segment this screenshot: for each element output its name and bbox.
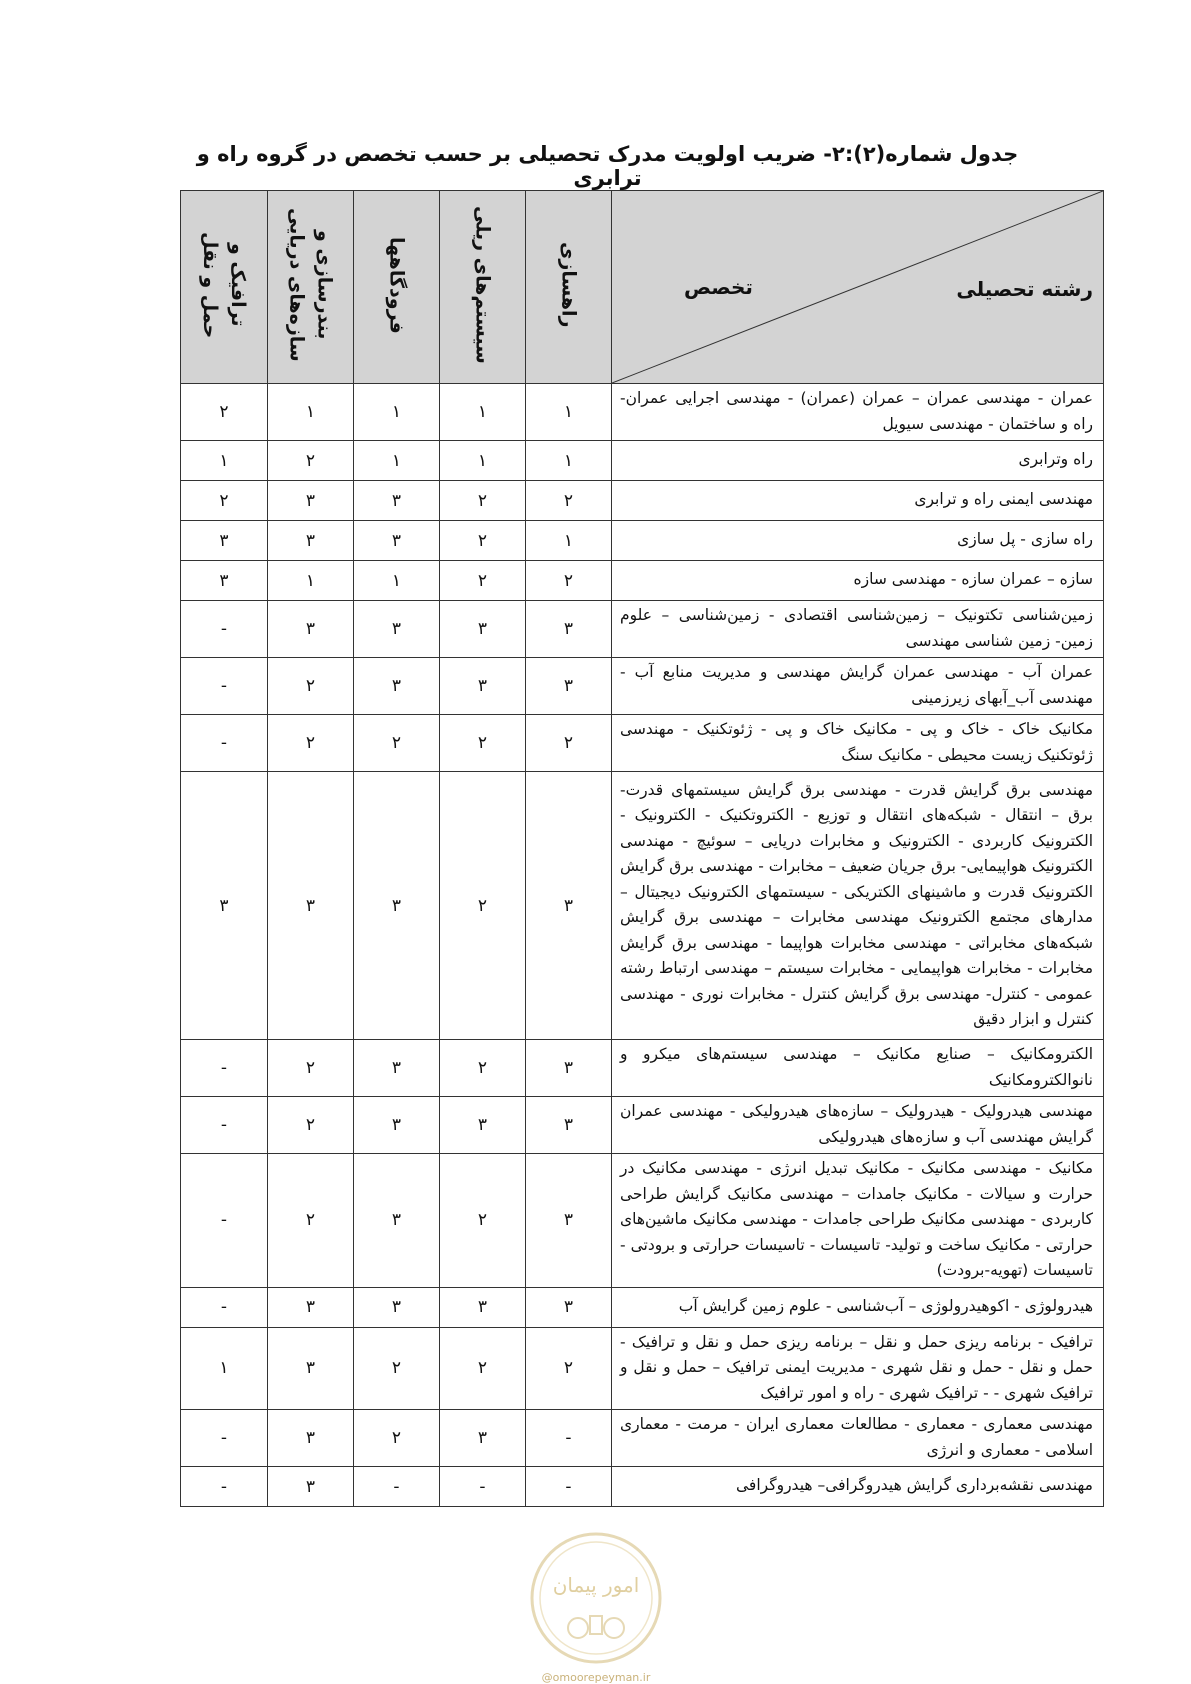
coefficient-cell: ۳: [354, 1040, 440, 1097]
coefficient-cell: ۱: [354, 441, 440, 481]
coefficient-cell: ۳: [268, 481, 354, 521]
coefficient-cell: ۳: [526, 601, 612, 658]
table-row: [181, 1040, 1104, 1097]
coefficient-cell: ۳: [354, 1097, 440, 1154]
coefficient-cell: ۱: [526, 521, 612, 561]
coefficient-cell: ۱: [440, 441, 526, 481]
coefficient-cell: ۲: [440, 715, 526, 772]
coefficient-cell: ۳: [181, 772, 268, 1040]
coefficient-cell: -: [181, 1040, 268, 1097]
coefficient-cell: ۱: [268, 384, 354, 441]
field-of-study-cell: راه سازی - پل سازی: [612, 521, 1104, 561]
field-of-study-cell: مهندسی برق گرایش قدرت - مهندسی برق گرایش سیستمهای قدرت- برق – انتقال - شبکه‌های انتقال و توزیع - الکتروتکنیک - الکترونیک - الکترونیک کاربردی - الکترونیک و مخابرات دریایی – سوئیچ - مهندسی الکترونیک هواپیمایی- برق جریان ضعیف – مخابرات - مهندسی برق گرایش الکترونیک قدرت و ماشینهای الکتریکی - سیستمهای الکترونیک دیجیتال – مدارهای مجتمع الکترونیک مهندسی مخابرات – مهندسی برق گرایش شبکه‌های مخابراتی - مهندسی مخابرات هواپیما - مهندسی برق گرایش مخابرات - مخابرات هواپیمایی - مخابرات سیستم – مهندسی ارتباط رشته عمومی - کنترل- مهندسی برق گرایش کنترل - مخابرات نوری - مهندسی کنترل و ابزار دقیق: [612, 772, 1104, 1040]
coefficient-cell: ۲: [268, 1097, 354, 1154]
svg-text:امور پیمان: امور پیمان: [552, 1573, 640, 1597]
coefficient-cell: ۲: [181, 384, 268, 441]
coefficient-cell: -: [181, 1410, 268, 1467]
coefficient-cell: ۱: [181, 1327, 268, 1410]
coefficient-cell: ۲: [268, 1040, 354, 1097]
coefficient-cell: ۳: [354, 1154, 440, 1288]
coefficient-cell: ۱: [526, 384, 612, 441]
coefficient-cell: ۱: [526, 441, 612, 481]
coefficient-cell: ۳: [526, 1097, 612, 1154]
field-of-study-cell: سازه – عمران سازه - مهندسی سازه: [612, 561, 1104, 601]
field-of-study-cell: مهندسی نقشه‌برداری گرایش هیدروگرافی– هیدروگرافی: [612, 1467, 1104, 1507]
coefficient-cell: ۲: [181, 481, 268, 521]
table-row: [181, 441, 1104, 481]
coefficient-cell: ۲: [440, 772, 526, 1040]
coefficient-cell: ۳: [440, 658, 526, 715]
coefficient-cell: ۳: [440, 601, 526, 658]
table-row: [181, 1097, 1104, 1154]
coefficient-cell: -: [354, 1467, 440, 1507]
table-row: [181, 481, 1104, 521]
table-row: [181, 1410, 1104, 1467]
field-of-study-cell: مکانیک خاک - خاک و پی - مکانیک خاک و پی - ژئوتکنیک - مهندسی ژئوتکنیک زیست محیطی - مکانیک سنگ: [612, 715, 1104, 772]
coefficient-cell: ۲: [440, 1327, 526, 1410]
field-of-study-header: رشته تحصیلی: [956, 277, 1093, 301]
coefficient-cell: ۲: [268, 441, 354, 481]
table-row: [181, 1467, 1104, 1507]
coefficient-cell: ۲: [354, 1327, 440, 1410]
coefficient-cell: ۱: [354, 561, 440, 601]
coefficient-cell: ۱: [181, 441, 268, 481]
coefficient-cell: -: [181, 1467, 268, 1507]
coefficient-cell: ۳: [268, 1467, 354, 1507]
coefficient-cell: ۱: [268, 561, 354, 601]
coefficient-cell: ۳: [354, 1287, 440, 1327]
field-of-study-cell: مهندسی هیدرولیک - هیدرولیک – سازه‌های هیدرولیکی - مهندسی عمران گرایش مهندسی آب و سازه‌های هیدرولیکی: [612, 1097, 1104, 1154]
coefficient-cell: -: [181, 1154, 268, 1288]
coefficient-cell: ۲: [440, 1040, 526, 1097]
coefficient-cell: ۳: [354, 772, 440, 1040]
coefficient-cell: ۲: [440, 521, 526, 561]
coefficient-cell: ۳: [354, 521, 440, 561]
coefficient-cell: ۲: [268, 658, 354, 715]
coefficient-cell: ۳: [181, 561, 268, 601]
field-of-study-cell: زمین‌شناسی تکتونیک – زمین‌شناسی اقتصادی - زمین‌شناسی – علوم زمین- زمین شناسی مهندسی: [612, 601, 1104, 658]
field-of-study-cell: مکانیک - مهندسی مکانیک - مکانیک تبدیل انرژی - مهندسی مکانیک در حرارت و سیالات - مکانیک جامدات – مهندسی مکانیک گرایش طراحی کاربردی - مهندسی مکانیک طراحی جامدات - مهندسی مکانیک ماشین‌های حرارتی - مکانیک ساخت و تولید- تاسیسات - تاسیسات حرارتی و برودتی - تاسیسات (تهویه-برودت): [612, 1154, 1104, 1288]
coefficient-cell: ۲: [526, 1327, 612, 1410]
coefficient-cell: ۳: [526, 1154, 612, 1288]
coefficient-cell: -: [181, 658, 268, 715]
coefficient-cell: ۳: [440, 1097, 526, 1154]
coefficient-cell: -: [526, 1410, 612, 1467]
coefficient-cell: ۳: [526, 658, 612, 715]
table-row: [181, 1287, 1104, 1327]
column-header-airports: فرودگاهها: [354, 191, 440, 384]
coefficient-cell: ۲: [440, 481, 526, 521]
field-of-study-cell: مهندسی معماری - معماری - مطالعات معماری ایران - مرمت - معماری اسلامی - معماری و انرژی: [612, 1410, 1104, 1467]
field-of-study-cell: الکترومکانیک – صنایع مکانیک – مهندسی سیستم‌های میکرو و نانوالکترومکانیک: [612, 1040, 1104, 1097]
coefficient-cell: ۲: [268, 1154, 354, 1288]
coefficient-cell: ۲: [440, 561, 526, 601]
corner-header-cell: [612, 191, 1104, 384]
priority-coefficient-table: [180, 190, 1104, 1507]
table-title: جدول شماره(۲):۲- ضریب اولویت مدرک تحصیلی بر حسب تخصص در گروه راه و ترابری: [196, 142, 1019, 190]
column-header-road-construction: راهسازی: [526, 191, 612, 384]
coefficient-cell: ۲: [526, 561, 612, 601]
coefficient-cell: -: [440, 1467, 526, 1507]
table-row: [181, 1327, 1104, 1410]
coefficient-cell: ۳: [354, 658, 440, 715]
coefficient-cell: ۲: [526, 715, 612, 772]
table-header-row: [181, 191, 1104, 384]
coefficient-cell: -: [181, 715, 268, 772]
coefficient-cell: ۳: [526, 772, 612, 1040]
table-row: [181, 521, 1104, 561]
table-row: [181, 715, 1104, 772]
watermark-seal-icon: [528, 1530, 664, 1666]
column-header-ports-marine: بندرسازی و سازه‌های دریایی: [268, 191, 354, 384]
table-row: [181, 1154, 1104, 1288]
coefficient-cell: -: [181, 601, 268, 658]
column-header-traffic-transport: ترافیک و حمل و نقل: [181, 191, 268, 384]
coefficient-cell: ۳: [526, 1040, 612, 1097]
table-row: [181, 601, 1104, 658]
coefficient-cell: ۲: [440, 1154, 526, 1288]
field-of-study-cell: عمران آب - مهندسی عمران گرایش مهندسی و مدیریت منابع آب - مهندسی آب_آبهای زیرزمینی: [612, 658, 1104, 715]
specialty-header: تخصص: [684, 275, 753, 299]
coefficient-cell: -: [181, 1287, 268, 1327]
coefficient-cell: ۳: [268, 1327, 354, 1410]
coefficient-cell: ۱: [440, 384, 526, 441]
coefficient-cell: ۳: [268, 601, 354, 658]
coefficient-cell: ۳: [440, 1410, 526, 1467]
watermark-handle: @omoorepeyman.ir: [541, 1671, 651, 1684]
coefficient-cell: ۳: [268, 1410, 354, 1467]
field-of-study-cell: هیدرولوژی - اکوهیدرولوژی – آب‌شناسی - علوم زمین گرایش آب: [612, 1287, 1104, 1327]
table-row: [181, 384, 1104, 441]
coefficient-cell: ۳: [268, 521, 354, 561]
field-of-study-cell: عمران - مهندسی عمران – عمران (عمران) - مهندسی اجرایی عمران- راه و ساختمان - مهندسی سیویل: [612, 384, 1104, 441]
table-row: [181, 658, 1104, 715]
coefficient-cell: ۲: [526, 481, 612, 521]
coefficient-cell: ۲: [354, 715, 440, 772]
column-header-rail-systems: سیستم‌های ریلی: [440, 191, 526, 384]
coefficient-cell: ۳: [268, 1287, 354, 1327]
field-of-study-cell: راه وترابری: [612, 441, 1104, 481]
coefficient-cell: ۳: [526, 1287, 612, 1327]
coefficient-cell: ۲: [354, 1410, 440, 1467]
table-row: [181, 561, 1104, 601]
coefficient-cell: ۳: [354, 601, 440, 658]
coefficient-cell: ۳: [268, 772, 354, 1040]
coefficient-cell: ۳: [440, 1287, 526, 1327]
coefficient-cell: ۱: [354, 384, 440, 441]
field-of-study-cell: مهندسی ایمنی راه و ترابری: [612, 481, 1104, 521]
coefficient-cell: ۳: [354, 481, 440, 521]
coefficient-cell: ۲: [268, 715, 354, 772]
coefficient-cell: -: [181, 1097, 268, 1154]
table-row: [181, 772, 1104, 1040]
coefficient-cell: ۳: [181, 521, 268, 561]
coefficient-cell: -: [526, 1467, 612, 1507]
field-of-study-cell: ترافیک - برنامه ریزی حمل و نقل – برنامه ریزی حمل و نقل و ترافیک - حمل و نقل - حمل و نقل شهری - مدیریت ایمنی ترافیک – حمل و نقل و ترافیک شهری - - ترافیک شهری - راه و امور ترافیک: [612, 1327, 1104, 1410]
